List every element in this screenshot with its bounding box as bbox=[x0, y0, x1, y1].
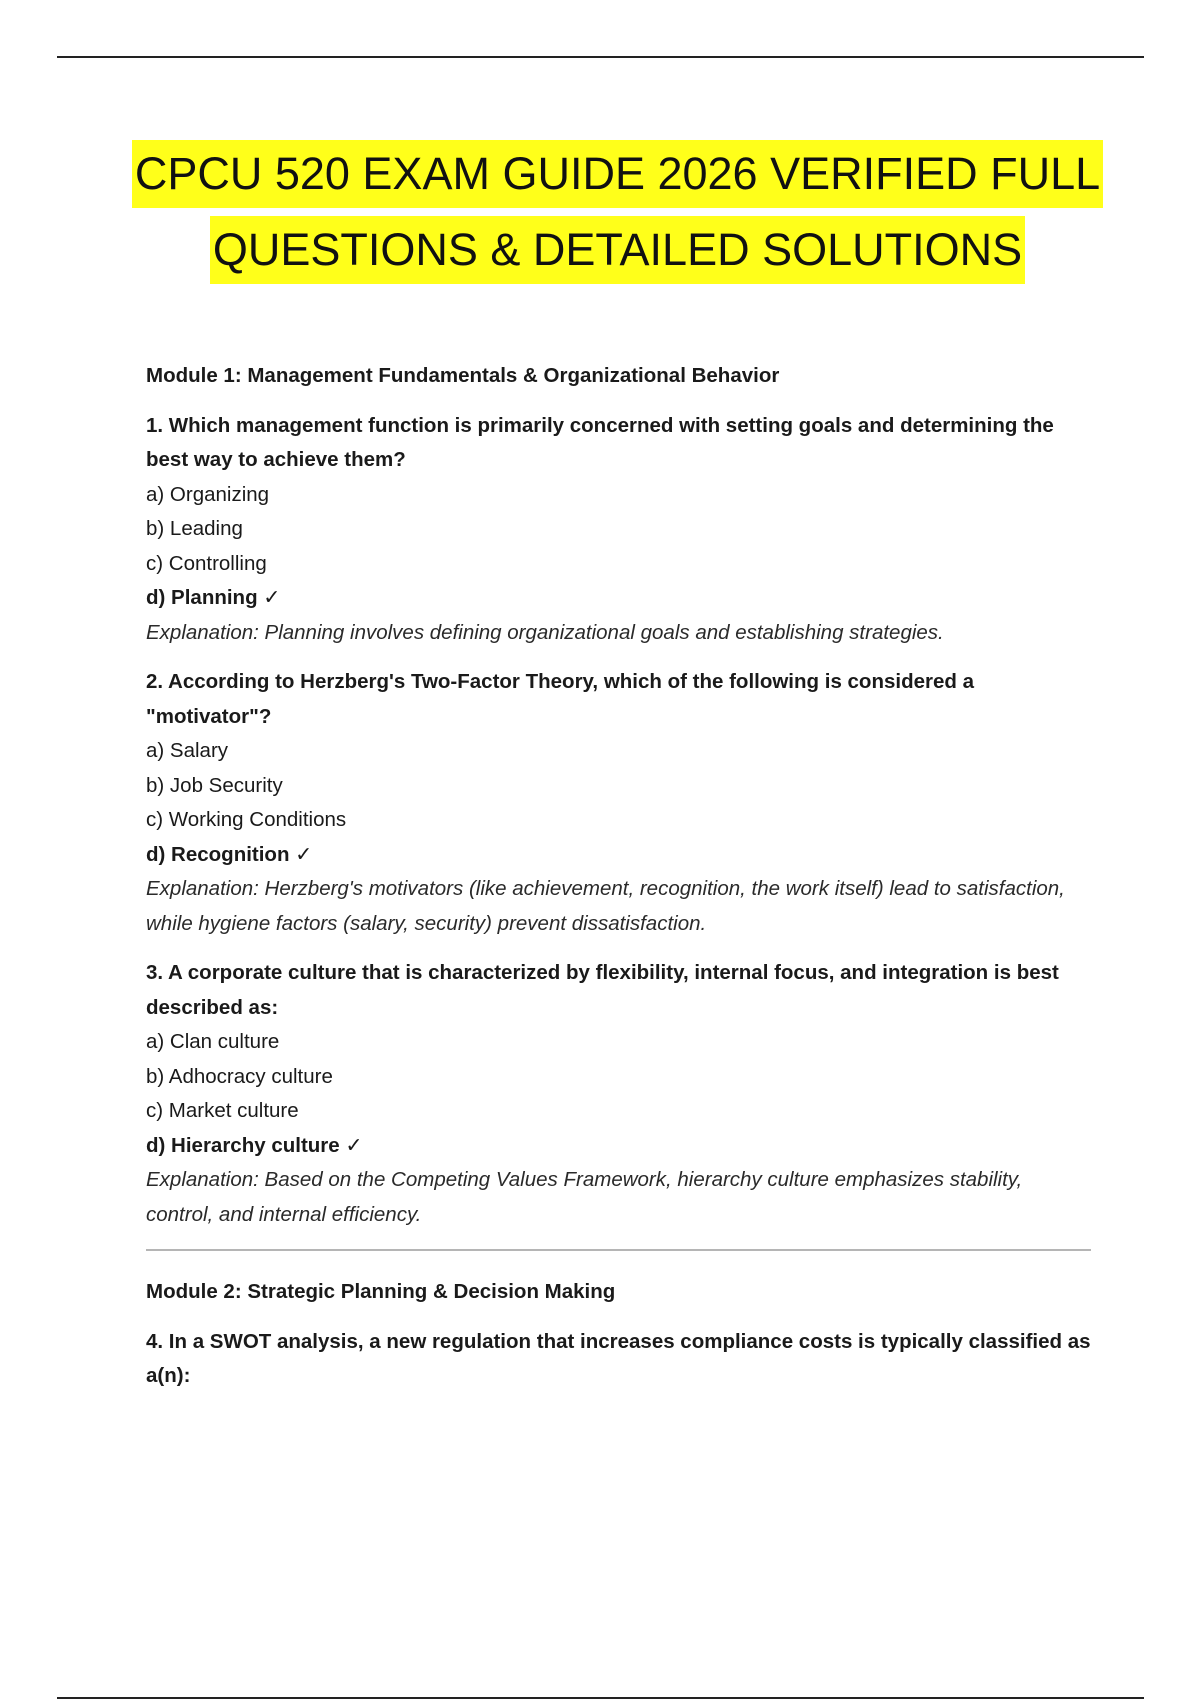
correct-answer: d) Hierarchy culture ✓ bbox=[146, 1133, 363, 1157]
question-4 bbox=[146, 1325, 1091, 1394]
question-text: 1. Which management function is primarily concerned with setting goals and determining the best way to achieve them? bbox=[146, 413, 1054, 471]
correct-answer: d) Planning ✓ bbox=[146, 586, 281, 609]
question-text: 3. A corporate culture that is characterized by flexibility, internal focus, and integration is best described as: bbox=[146, 961, 1059, 1019]
explanation: Explanation: Planning involves defining organizational goals and establishing strategies. bbox=[146, 620, 944, 644]
correct-answer: d) Recognition ✓ bbox=[146, 842, 313, 866]
explanation: Explanation: Herzberg's motivators (like achievement, recognition, the work itself) lead to satisfaction, while hygiene factors (salary, security) prevent dissatisfaction. bbox=[146, 877, 1065, 935]
bottom-rule bbox=[57, 1697, 1144, 1699]
question-text: 2. According to Herzberg's Two-Factor Theory, which of the following is considered a "motivator"? bbox=[146, 670, 974, 728]
module-1-heading: Module 1: Management Fundamentals & Organizational Behavior bbox=[146, 364, 780, 387]
section-divider bbox=[146, 1249, 1091, 1251]
title-line-1: CPCU 520 EXAM GUIDE 2026 VERIFIED FULL bbox=[132, 140, 1103, 208]
option-a: a) Salary bbox=[146, 739, 229, 762]
document-body bbox=[146, 359, 1091, 1409]
title-line-2: QUESTIONS & DETAILED SOLUTIONS bbox=[210, 216, 1025, 284]
question-3 bbox=[146, 956, 1091, 1232]
option-b: b) Adhocracy culture bbox=[146, 1064, 333, 1088]
question-2 bbox=[146, 665, 1091, 941]
option-a: a) Clan culture bbox=[146, 1030, 280, 1053]
top-rule bbox=[57, 56, 1144, 58]
option-b: b) Leading bbox=[146, 517, 243, 540]
question-1 bbox=[146, 409, 1091, 651]
document-title bbox=[0, 140, 1200, 284]
explanation: Explanation: Based on the Competing Values Framework, hierarchy culture emphasizes stability, control, and internal efficiency. bbox=[146, 1168, 1023, 1226]
module-2-heading: Module 2: Strategic Planning & Decision Making bbox=[146, 1280, 616, 1303]
option-a: a) Organizing bbox=[146, 482, 270, 506]
option-b: b) Job Security bbox=[146, 773, 283, 797]
option-c: c) Market culture bbox=[146, 1099, 299, 1122]
option-c: c) Controlling bbox=[146, 551, 267, 575]
question-text: 4. In a SWOT analysis, a new regulation that increases compliance costs is typically classified as a(n): bbox=[146, 1329, 1091, 1387]
option-c: c) Working Conditions bbox=[146, 808, 347, 831]
